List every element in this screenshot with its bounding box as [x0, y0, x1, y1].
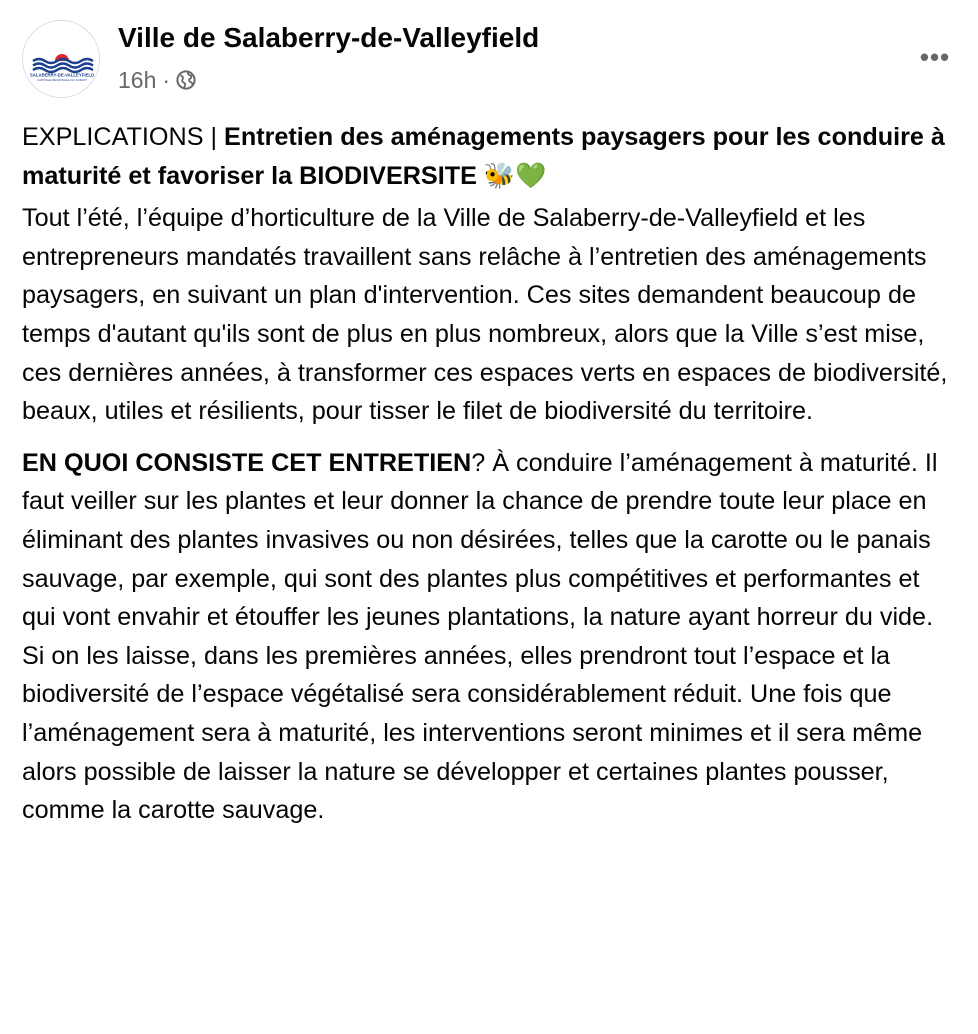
post-timestamp[interactable]: 16h	[118, 66, 157, 93]
paragraph-2-text: ? À conduire l’aménagement à maturité. Il faut veiller sur les plantes et leur donner la chance de prendre toute leur place en éliminant des plantes invasives ou non désirées, telles que la carotte ou le panais sauvage, par exemple, qui sont des plantes plus compétitives et performantes et qui vont envahir et étouffer les jeunes plantations, la nature ayant horreur du vide. Si on les laisse, dans les premières années, elles prendront tout l’espace et la biodiversité de l’espace végétalisé sera considérablement réduit. Une fois que l’aménagement sera à maturité, les interventions seront minimes et il sera même alors possible de laisser la nature se développer et certaines plantes pousser, comme la carotte sauvage.	[22, 448, 938, 825]
post-body	[22, 118, 952, 843]
city-logo-icon	[23, 21, 100, 98]
logo-text-bottom: CAPITALE RÉGIONALE DU SUROIT	[37, 78, 87, 82]
heading-emoji: 🐝💚	[483, 161, 547, 190]
heading-title: Entretien des aménagements paysagers pour les conduire à maturité et favoriser la BIODIVERSITE	[22, 123, 945, 190]
page-name-link[interactable]: Ville de Salaberry-de-Valleyfield	[118, 22, 540, 53]
meta-separator: ·	[162, 66, 171, 93]
post-paragraph-2	[22, 444, 952, 830]
globe-icon[interactable]	[176, 70, 196, 90]
post-paragraph-1: Tout l’été, l’équipe d’horticulture de la Ville de Salaberry-de-Valleyfield et les entrepreneurs mandatés travaillent sans relâche à l’entretien des aménagements paysagers, en suivant un plan d'intervention. Ces sites demandent beaucoup de temps d'autant qu'ils sont de plus en plus nombreux, alors que la Ville s’est mise, ces dernières années, à transformer ces espaces verts en espaces de biodiversité, beaux, utiles et résilients, pour tisser le filet de biodiversité du territoire.	[22, 204, 948, 426]
logo-text-top: SALABERRY-DE-VALLEYFIELD	[29, 72, 95, 78]
more-options-button[interactable]: •••	[919, 41, 951, 72]
post-heading	[22, 118, 952, 195]
page-avatar[interactable]	[22, 20, 100, 98]
paragraph-2-lead: EN QUOI CONSISTE CET ENTRETIEN	[22, 448, 472, 477]
post-meta	[118, 65, 196, 95]
heading-prefix: EXPLICATIONS |	[22, 123, 225, 151]
post-header	[22, 20, 956, 100]
